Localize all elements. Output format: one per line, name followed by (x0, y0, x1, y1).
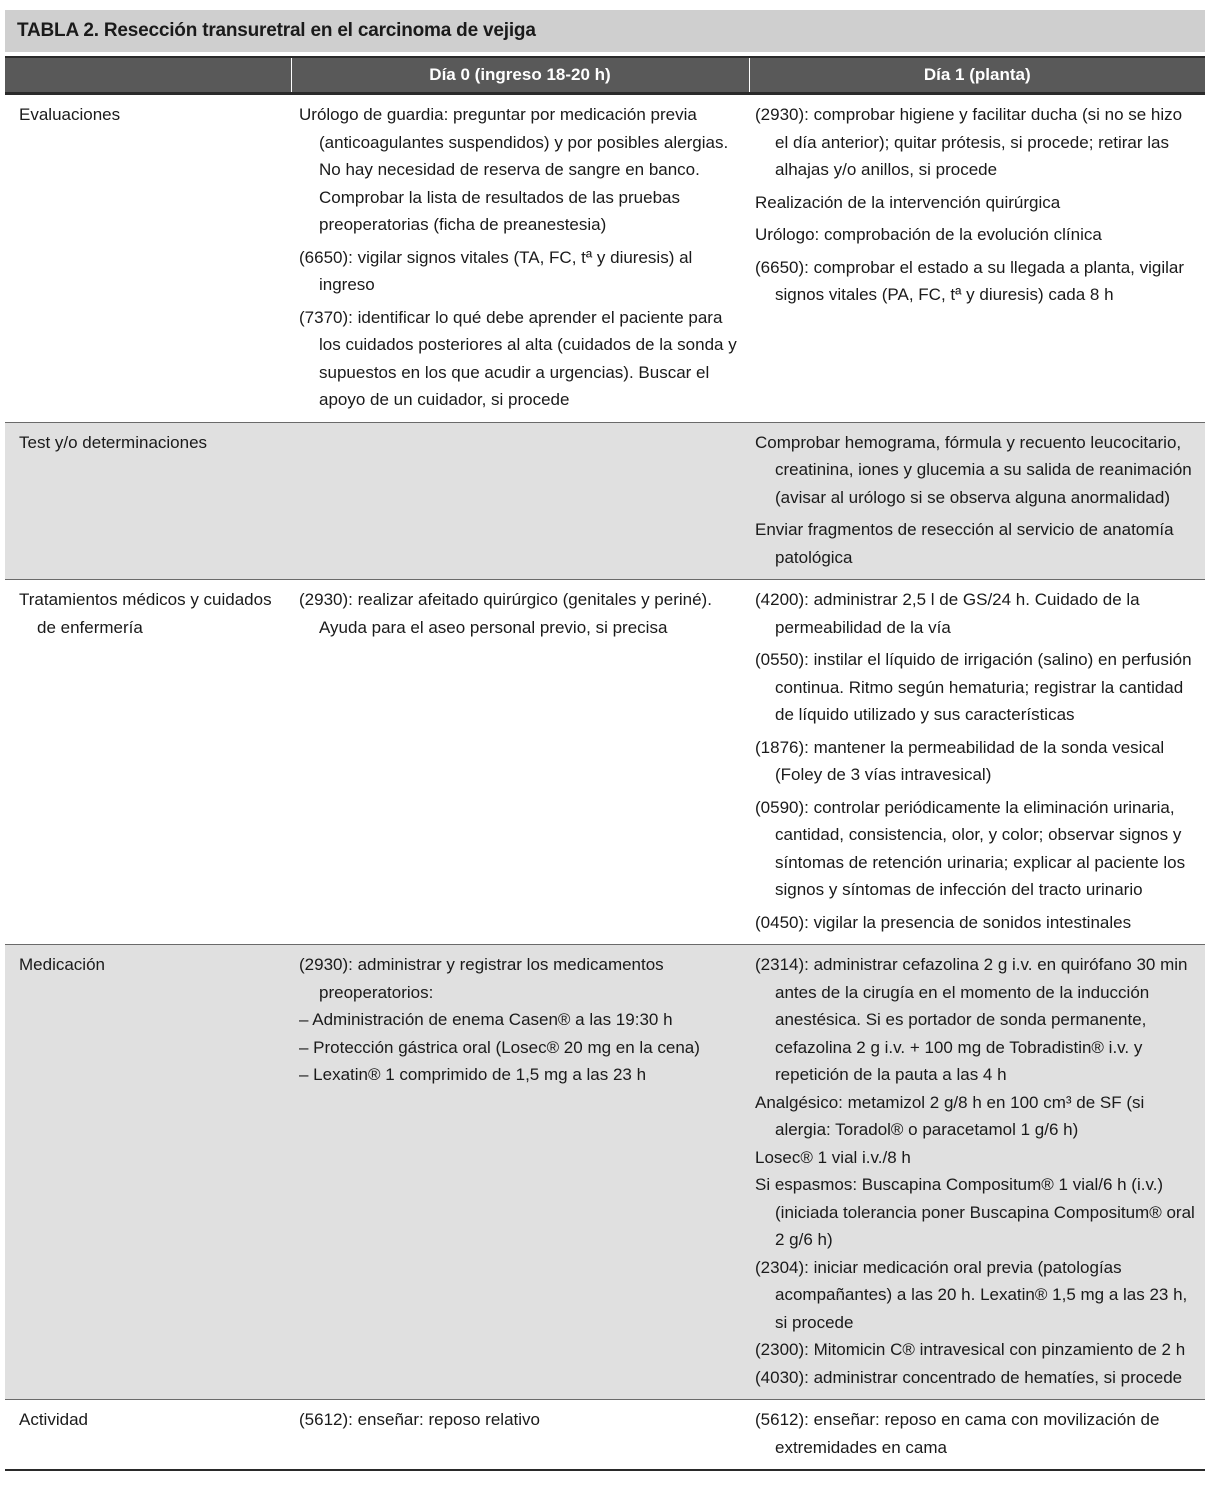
dia1-item: (0590): controlar periódicamente la eliminación urinaria, cantidad, consistencia, olor, y color; observar signos y síntomas de retención urinaria; explicar al paciente los signos y síntomas de infección del tracto urinario (755, 797, 1186, 899)
dia1-item: (2314): administrar cefazolina 2 g i.v. en quirófano 30 min antes de la cirugía en el momento de la inducción anestésica. Si es portador de sonda permanente, cefazolina 2 g i.v. + 100 mg de Tobradistin® i.v. y repetición de la pauta a las 4 h (755, 955, 1188, 1084)
dia1-item: Enviar fragmentos de resección al servicio de anatomía patológica (755, 520, 1174, 567)
dia1-item: (2304): iniciar medicación oral previa (patologías acompañantes) a las 20 h. Lexatin® 1,5 mg a las 23 h, si procede (755, 1257, 1188, 1332)
dia1-item: (2300): Mitomicin C® intravesical con pinzamiento de 2 h (755, 1340, 1186, 1359)
dia1-item: (6650): comprobar el estado a su llegada a planta, vigilar signos vitales (PA, FC, tª y diuresis) cada 8 h (755, 257, 1185, 304)
dia1-cell (749, 580, 1205, 945)
header-empty (5, 57, 291, 94)
dia1-item: Comprobar hemograma, fórmula y recuento leucocitario, creatinina, iones y glucemia a su salida de reanimación (avisar al urólogo si se observa alguna anormalidad) (755, 432, 1192, 507)
row-label: Test y/o determinaciones (5, 422, 291, 580)
dia0-cell (291, 580, 749, 945)
dia0-item: (7370): identificar lo qué debe aprender el paciente para los cuidados posteriores al alta (cuidados de la sonda y supuestos en los que acudir a urgencias). Buscar el apoyo de un cuidador, si procede (299, 307, 737, 409)
dia1-item: Losec® 1 vial i.v./8 h (755, 1147, 911, 1167)
dia1-item: (0550): instilar el líquido de irrigación (salino) en perfusión continua. Ritmo según hematuria; registrar la cantidad de líquido utilizado y sus características (755, 650, 1192, 724)
dia0-item: (2930): administrar y registrar los medicamentos preoperatorios: (299, 955, 664, 1002)
row-medicacion (5, 945, 1205, 1400)
row-label: Actividad (5, 1400, 291, 1471)
dia1-item: Si espasmos: Buscapina Compositum® 1 vial/6 h (i.v.) (iniciada tolerancia poner Buscapina Compositum® oral 2 g/6 h) (755, 1175, 1195, 1249)
row-label: Medicación (5, 945, 291, 1400)
dia0-item: (6650): vigilar signos vitales (TA, FC, tª y diuresis) al ingreso (299, 247, 693, 294)
dia0-item: (5612): enseñar: reposo relativo (299, 1410, 540, 1429)
dia1-item: (0450): vigilar la presencia de sonidos intestinales (755, 912, 1132, 932)
dia1-cell (749, 422, 1205, 580)
dia0-item: Urólogo de guardia: preguntar por medicación previa (anticoagulantes suspendidos) y por posibles alergias. No hay necesidad de reserva de sangre en banco. Comprobar la lista de resultados de las pruebas preoperatorias (ficha de preanestesia) (299, 105, 729, 234)
dia1-cell (749, 1400, 1205, 1471)
dia0-dash-item: – Protección gástrica oral (Losec® 20 mg en la cena) (299, 1037, 700, 1057)
dia1-item: (4030): administrar concentrado de hematíes, si procede (755, 1367, 1183, 1387)
dia1-item: (4200): administrar 2,5 l de GS/24 h. Cuidado de la permeabilidad de la vía (755, 590, 1140, 637)
dia0-cell (291, 94, 749, 423)
header-row (5, 57, 1205, 94)
row-tratamientos (5, 580, 1205, 945)
dia1-cell (749, 945, 1205, 1400)
dia0-cell (291, 1400, 749, 1471)
dia1-item: Urólogo: comprobación de la evolución clínica (755, 225, 1102, 244)
dia1-item: (2930): comprobar higiene y facilitar ducha (si no se hizo el día anterior); quitar prótesis, si procede; retirar las alhajas y/o anillos, si procede (755, 105, 1183, 179)
row-label: Tratamientos médicos y cuidados de enfermería (5, 580, 291, 945)
row-test-determinaciones (5, 422, 1205, 580)
dia0-cell (291, 945, 749, 1400)
row-actividad (5, 1400, 1205, 1471)
care-pathway-table (5, 56, 1205, 1471)
dia1-item: Realización de la intervención quirúrgica (755, 192, 1061, 212)
header-dia1: Día 1 (planta) (749, 57, 1205, 94)
dia0-item: (2930): realizar afeitado quirúrgico (genitales y periné). Ayuda para el aseo personal previo, si precisa (299, 590, 712, 637)
header-dia0: Día 0 (ingreso 18-20 h) (291, 57, 749, 94)
dia0-cell (291, 422, 749, 580)
dia1-item: (5612): enseñar: reposo en cama con movilización de extremidades en cama (755, 1410, 1160, 1457)
dia0-dash-item: – Administración de enema Casen® a las 19:30 h (299, 1010, 673, 1029)
row-label: Evaluaciones (5, 94, 291, 423)
dia1-item: (1876): mantener la permeabilidad de la sonda vesical (Foley de 3 vías intravesical) (755, 737, 1165, 784)
dia1-cell (749, 94, 1205, 423)
row-evaluaciones (5, 94, 1205, 423)
table-title: TABLA 2. Resección transuretral en el carcinoma de vejiga (5, 10, 1205, 52)
dia0-dash-item: – Lexatin® 1 comprimido de 1,5 mg a las 23 h (299, 1065, 647, 1084)
dia1-item: Analgésico: metamizol 2 g/8 h en 100 cm³ de SF (si alergia: Toradol® o paracetamol 1 g/6 h) (755, 1092, 1145, 1139)
